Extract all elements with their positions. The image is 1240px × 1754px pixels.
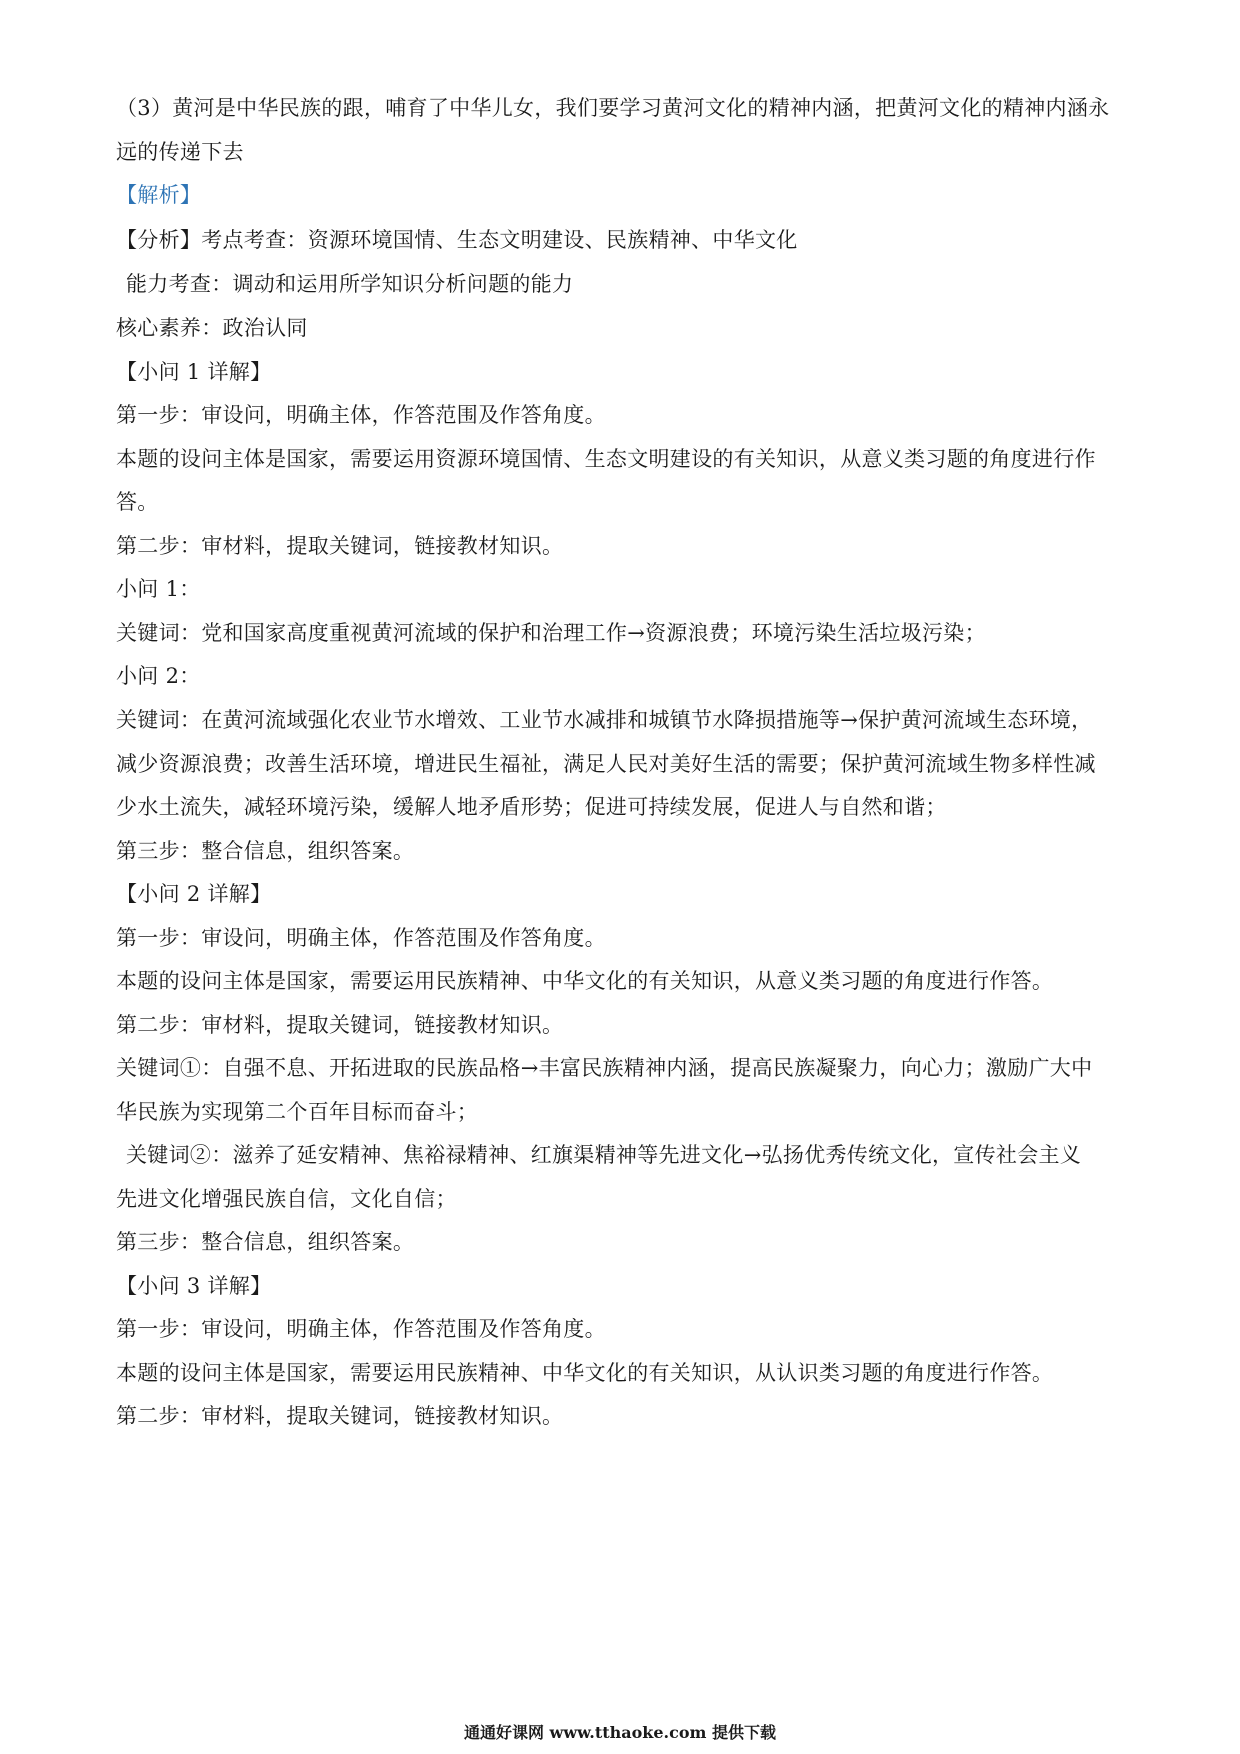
q1-step3: 第三步：整合信息，组织答案。	[116, 839, 415, 863]
answer-line-3-part1: （3）黄河是中华民族的跟，哺育了中华儿女，我们要学习黄河文化的精神内涵，把黄河文化的精神内涵永	[116, 96, 1110, 120]
q1-step2: 第二步：审材料，提取关键词，链接教材知识。	[116, 534, 564, 558]
page-footer: 通通好课网 www.tthaoke.com 提供下载	[463, 1723, 777, 1742]
q1-sub2-label: 小问 2：	[116, 664, 201, 688]
q1-step1: 第一步：审设问，明确主体，作答范围及作答角度。	[116, 403, 606, 427]
q2-keyword1-line1: 关键词①：自强不息、开拓进取的民族品格→丰富民族精神内涵，提高民族凝聚力，向心力；激励广大中	[116, 1056, 1093, 1080]
q2-step3: 第三步：整合信息，组织答案。	[116, 1230, 415, 1254]
q1-sub1-keywords: 关键词：党和国家高度重视黄河流域的保护和治理工作→资源浪费；环境污染生活垃圾污染；	[116, 621, 986, 645]
ability-line: 能力考查：调动和运用所学知识分析问题的能力	[126, 272, 574, 296]
q2-keyword1-line2: 华民族为实现第二个百年目标而奋斗；	[116, 1100, 479, 1124]
q2-step1: 第一步：审设问，明确主体，作答范围及作答角度。	[116, 926, 606, 950]
q3-step1: 第一步：审设问，明确主体，作答范围及作答角度。	[116, 1317, 606, 1341]
q2-keyword2-line2: 先进文化增强民族自信，文化自信；	[116, 1187, 457, 1211]
analysis-topics: 【分析】考点考查：资源环境国情、生态文明建设、民族精神、中华文化	[116, 228, 798, 252]
q1-subject-line1: 本题的设问主体是国家，需要运用资源环境国情、生态文明建设的有关知识，从意义类习题的角度进行作	[116, 447, 1096, 471]
q2-subject: 本题的设问主体是国家，需要运用民族精神、中华文化的有关知识，从意义类习题的角度进行作答。	[116, 969, 1054, 993]
q1-heading: 【小问 1 详解】	[116, 360, 272, 384]
q1-subject-line2: 答。	[116, 490, 159, 514]
q2-step2: 第二步：审材料，提取关键词，链接教材知识。	[116, 1013, 564, 1037]
q1-sub1-label: 小问 1：	[116, 577, 201, 601]
q1-sub2-keywords-3: 少水土流失，减轻环境污染，缓解人地矛盾形势；促进可持续发展，促进人与自然和谐；	[116, 795, 947, 819]
q3-subject: 本题的设问主体是国家，需要运用民族精神、中华文化的有关知识，从认识类习题的角度进行作答。	[116, 1361, 1054, 1385]
core-literacy-line: 核心素养：政治认同	[116, 316, 308, 340]
q3-heading: 【小问 3 详解】	[116, 1274, 272, 1298]
q2-keyword2-line1: 关键词②：滋养了延安精神、焦裕禄精神、红旗渠精神等先进文化→弘扬优秀传统文化，宣传社会主义	[126, 1143, 1082, 1167]
answer-line-3-part2: 远的传递下去	[116, 140, 244, 164]
q3-step2: 第二步：审材料，提取关键词，链接教材知识。	[116, 1404, 564, 1428]
q2-heading: 【小问 2 详解】	[116, 882, 272, 906]
q1-sub2-keywords-2: 减少资源浪费；改善生活环境，增进民生福祉，满足人民对美好生活的需要；保护黄河流域生物多样性减	[116, 752, 1096, 776]
q1-sub2-keywords-1: 关键词：在黄河流域强化农业节水增效、工业节水减排和城镇节水降损措施等→保护黄河流域生态环境，	[116, 708, 1093, 732]
analysis-heading: 【解析】	[116, 183, 202, 207]
